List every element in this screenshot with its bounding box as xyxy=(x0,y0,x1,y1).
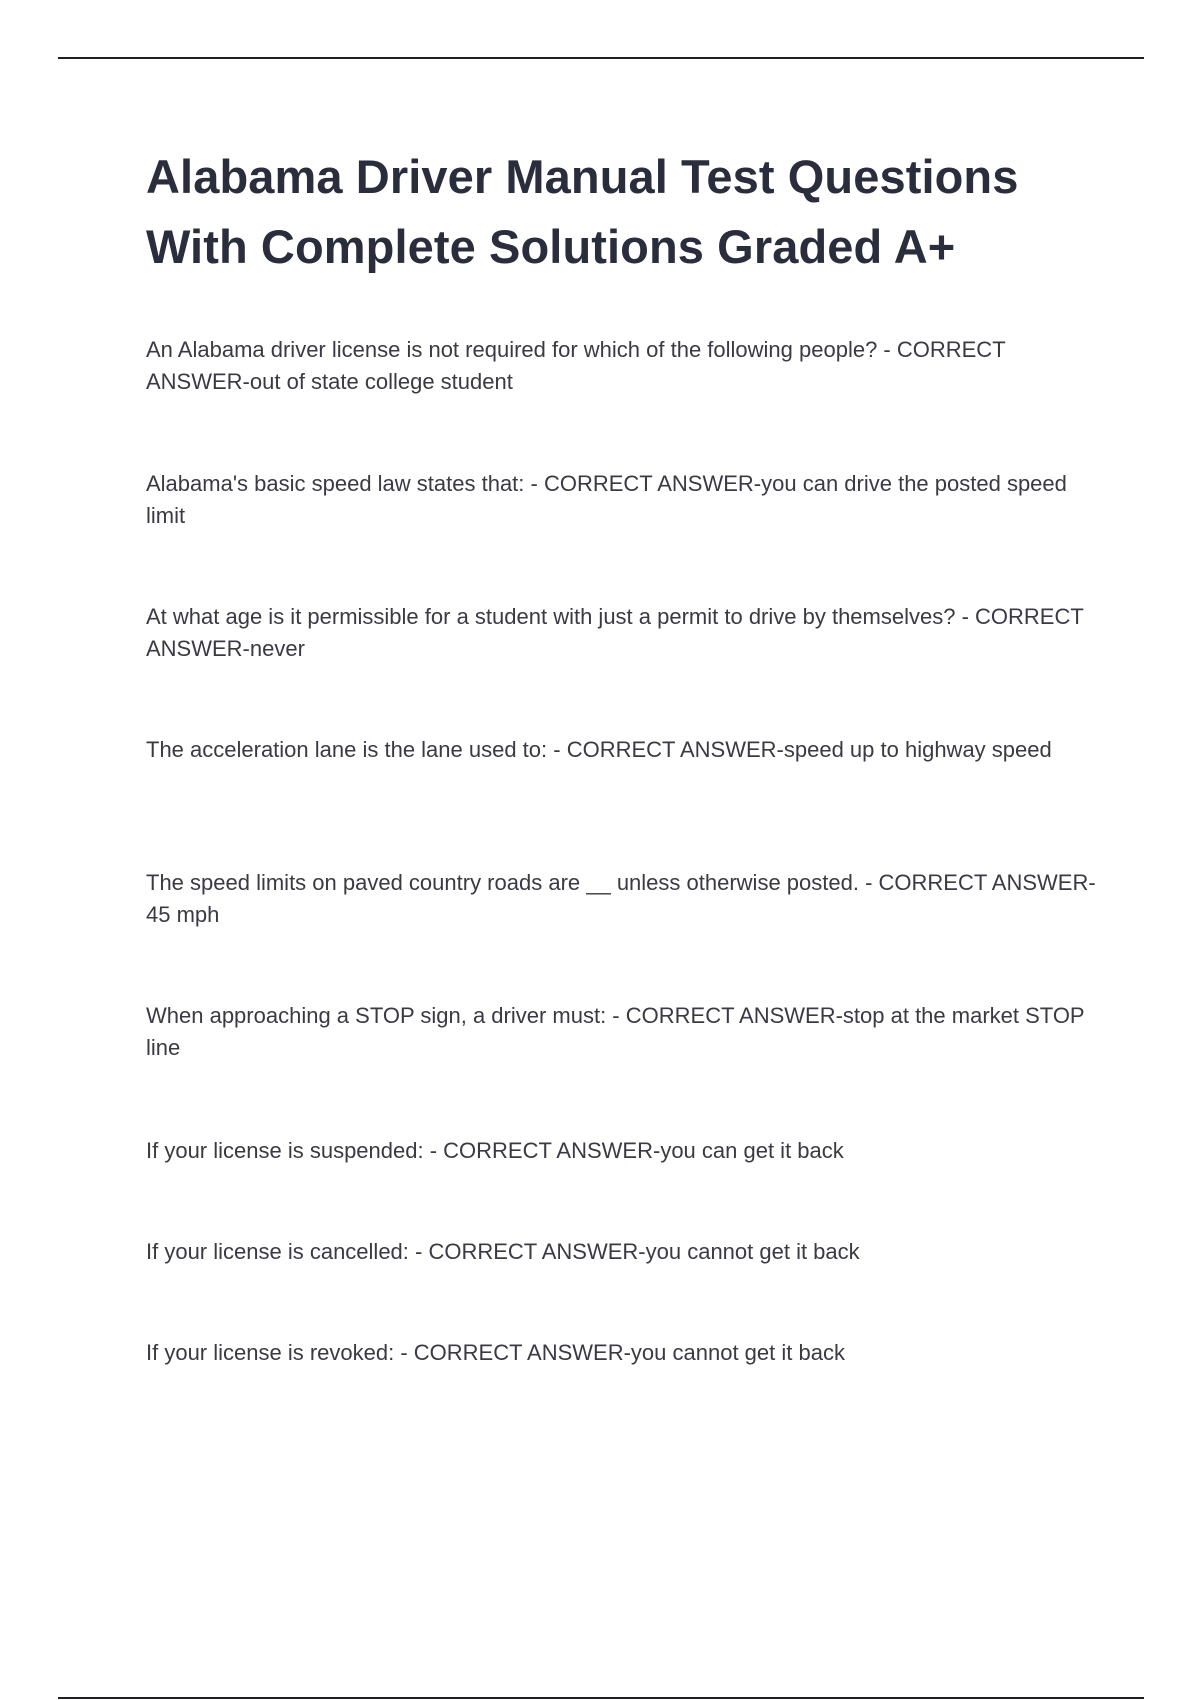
question-item: If your license is cancelled: - CORRECT ANSWER-you cannot get it back xyxy=(146,1239,860,1264)
question-item: Alabama's basic speed law states that: - CORRECT ANSWER-you can drive the posted speed limit xyxy=(146,471,1067,528)
document-body xyxy=(146,142,1096,1365)
document-title: Alabama Driver Manual Test Questions With Complete Solutions Graded A+ xyxy=(146,150,1019,273)
question-item: The acceleration lane is the lane used to: - CORRECT ANSWER-speed up to highway speed xyxy=(146,737,1052,762)
question-item: If your license is suspended: - CORRECT ANSWER-you can get it back xyxy=(146,1138,844,1163)
bottom-divider xyxy=(58,1697,1144,1699)
top-divider xyxy=(58,57,1144,59)
question-item: At what age is it permissible for a student with just a permit to drive by themselves? - CORRECT ANSWER-never xyxy=(146,604,1084,661)
question-item: When approaching a STOP sign, a driver must: - CORRECT ANSWER-stop at the market STOP line xyxy=(146,1003,1085,1060)
question-item: An Alabama driver license is not required for which of the following people? - CORRECT ANSWER-out of state college student xyxy=(146,337,1006,394)
question-item: If your license is revoked: - CORRECT ANSWER-you cannot get it back xyxy=(146,1340,845,1365)
question-item: The speed limits on paved country roads are __ unless otherwise posted. - CORRECT ANSWER-45 mph xyxy=(146,870,1096,927)
